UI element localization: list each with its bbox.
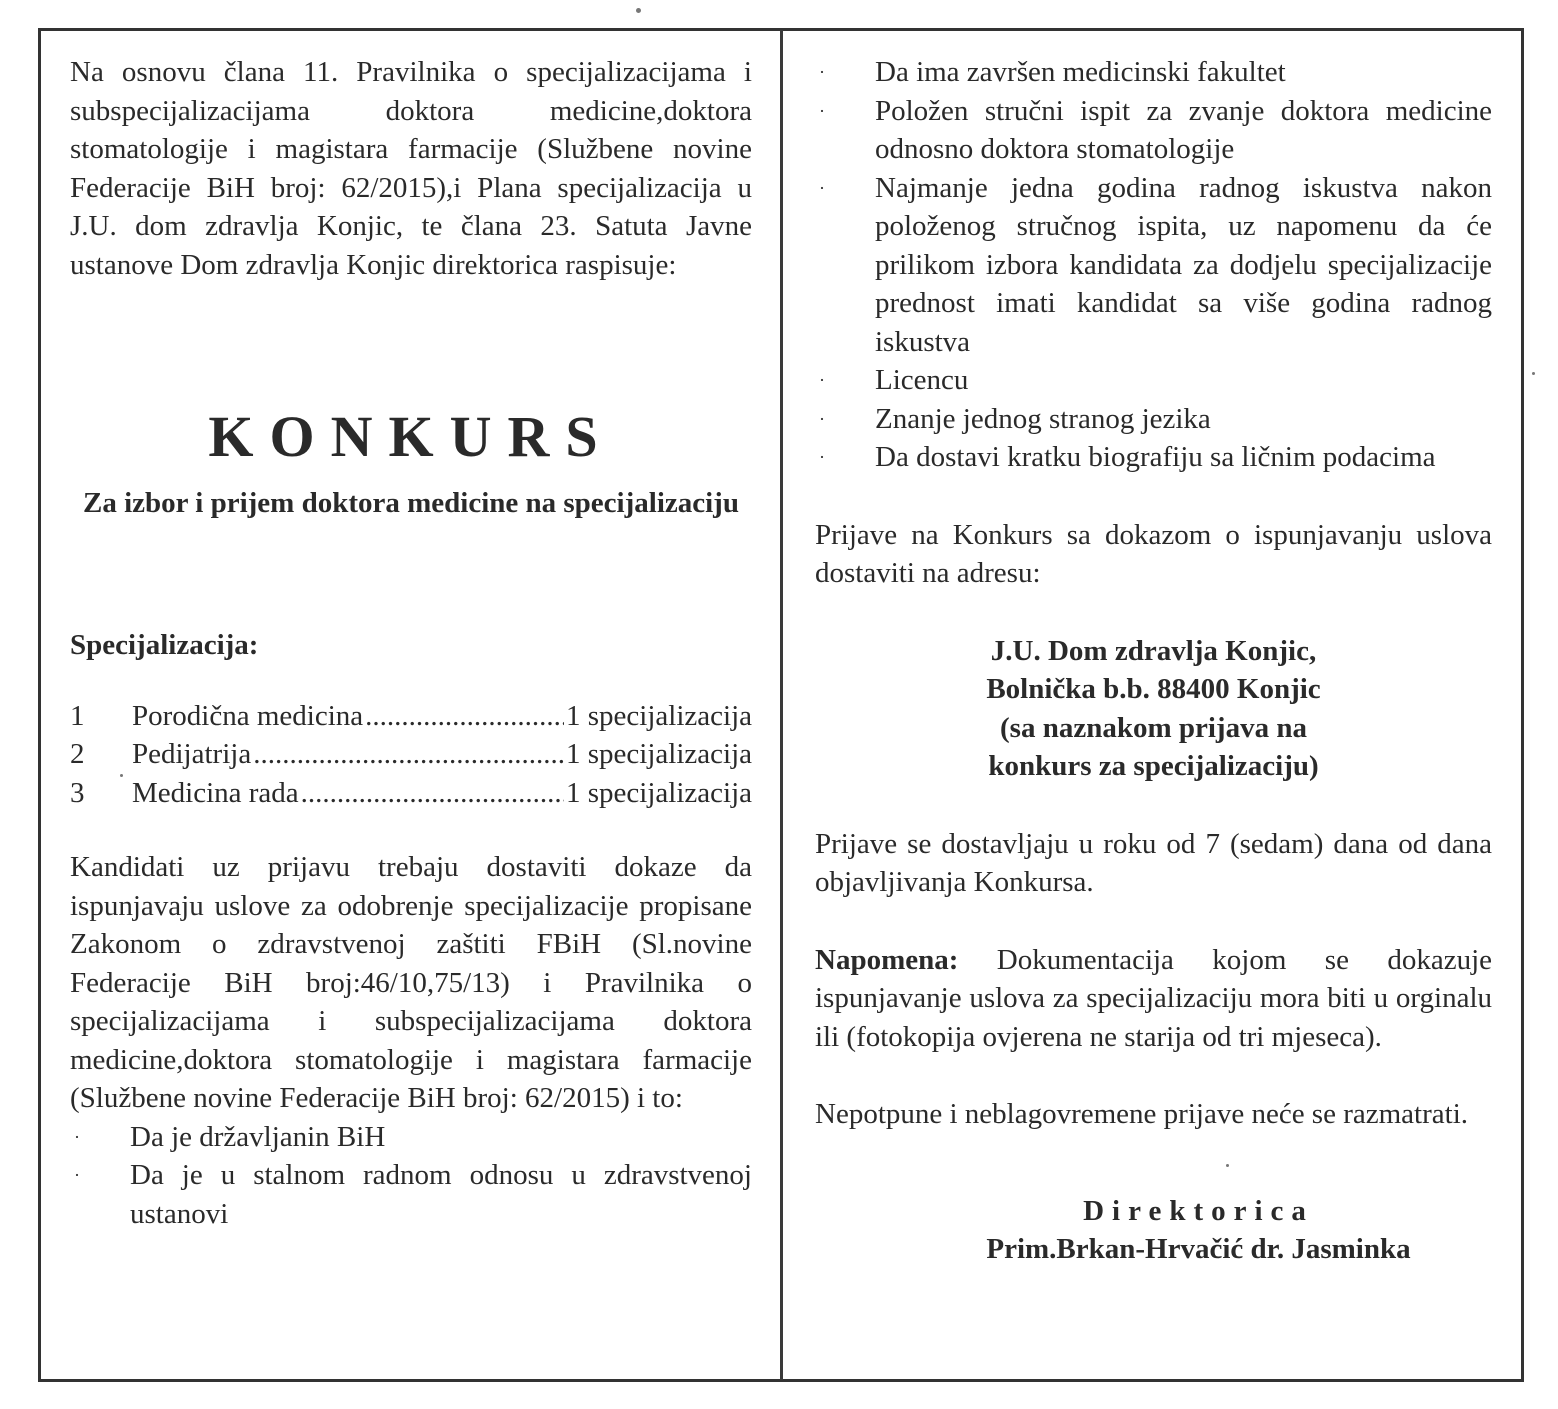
list-item-text: Položen stručni ispit za zvanje doktora medicine odnosno doktora stomatologije <box>875 94 1492 165</box>
specialization-name: Porodična medicina <box>132 699 364 732</box>
specialization-count: 1 specijalizacija <box>566 776 752 809</box>
address-line: J.U. Dom zdravlja Konjic, <box>990 634 1317 667</box>
list-item-text: Najmanje jedna godina radnog iskustva nakon položenog stručnog ispita, uz napomenu da će prilikom izbora kandidata za dodjelu specijalizacije prednost imati kandidat sa više godina radnog iskustva <box>875 171 1492 358</box>
right-column <box>815 53 1492 1269</box>
specialization-list <box>70 697 752 813</box>
specialization-count: 1 specijalizacija <box>566 738 752 770</box>
specialization-heading: Specijalizacija: <box>70 629 259 661</box>
scan-speck <box>1226 1164 1229 1167</box>
list-item <box>70 1118 752 1157</box>
list-item <box>815 400 1492 439</box>
document-subtitle: Za izbor i prijem doktora medicine na specijalizaciju <box>83 487 739 519</box>
bullet-icon: · <box>819 408 825 429</box>
list-item <box>815 438 1492 477</box>
bullet-icon: · <box>74 1126 80 1147</box>
scan-speck <box>120 774 123 777</box>
list-item <box>815 361 1492 400</box>
leader-dots <box>301 774 564 813</box>
specialization-row <box>70 774 752 813</box>
specialization-row <box>70 697 752 736</box>
list-item <box>815 92 1492 169</box>
scan-speck <box>636 8 641 13</box>
requirements-list-left <box>70 1118 752 1234</box>
bullet-icon: · <box>819 100 825 121</box>
note-text: Dokumentacija kojom se dokazuje ispunjavanje uslova za specijalizaciju mora biti u orginalu ili (fotokopija ovjerena ne starija od tri mjeseca). <box>815 943 1492 1053</box>
signature-title: Direktorica <box>1083 1194 1314 1227</box>
address-line: konkurs za specijalizaciju) <box>988 750 1319 782</box>
list-item-text: Da je u stalnom radnom odnosu u zdravstvenoj ustanovi <box>130 1159 752 1230</box>
bullet-icon: · <box>819 447 825 467</box>
row-number: 3 <box>70 776 85 809</box>
leader-dots <box>253 735 564 774</box>
note-paragraph <box>815 941 1492 1057</box>
list-item-text: Da ima završen medicinski fakultet <box>875 56 1286 88</box>
specialization-name: Medicina rada <box>132 776 299 809</box>
document-title: KONKURS <box>208 404 614 469</box>
row-number: 2 <box>70 738 85 770</box>
row-number: 1 <box>70 699 85 732</box>
list-item-text: Da je državljanin BiH <box>130 1120 386 1153</box>
intro-paragraph: Na osnovu člana 11. Pravilnika o specijalizacijama i subspecijalizacijama doktora medicine,doktora stomatologije i magistara farmacije (Službene novine Federacije BiH broj: 62/2015),i Plana specijalizacija u J.U. dom zdravlja Konjic, te člana 23. Satuta Javne ustanove Dom zdravlja Konjic direktorica raspisuje: <box>70 56 752 281</box>
address-block <box>815 632 1492 786</box>
specialization-row <box>70 735 752 774</box>
list-item-text: Licencu <box>875 364 969 396</box>
column-divider <box>780 30 783 1380</box>
address-line: (sa naznakom prijava na <box>1000 711 1307 744</box>
address-line: Bolnička b.b. 88400 Konjic <box>986 673 1321 705</box>
note-label: Napomena: <box>815 943 959 976</box>
bullet-icon: · <box>819 370 825 390</box>
specialization-name: Pedijatrija <box>132 738 252 770</box>
signature-name: Prim.Brkan-Hrvačić dr. Jasminka <box>986 1233 1411 1265</box>
requirements-list-right <box>815 53 1492 477</box>
bullet-icon: · <box>819 177 825 198</box>
list-item-text: Da dostavi kratku biografiju sa ličnim podacima <box>875 441 1436 473</box>
list-item <box>70 1156 752 1233</box>
incomplete-paragraph: Nepotpune i neblagovremene prijave neće se razmatrati. <box>815 1098 1468 1130</box>
signature-block <box>815 1192 1492 1269</box>
leader-dots <box>365 697 564 736</box>
bullet-icon: · <box>74 1165 80 1185</box>
list-item-text: Znanje jednog stranog jezika <box>875 402 1211 435</box>
scan-speck <box>1532 372 1535 375</box>
list-item <box>815 169 1492 362</box>
submission-paragraph: Prijave na Konkurs sa dokazom o ispunjavanju uslova dostaviti na adresu: <box>815 518 1492 589</box>
deadline-paragraph: Prijave se dostavljaju u roku od 7 (sedam) dana od dana objavljivanja Konkursa. <box>815 827 1492 898</box>
list-item <box>815 53 1492 92</box>
left-column <box>70 53 752 1233</box>
specialization-count: 1 specijalizacija <box>566 699 752 732</box>
bullet-icon: · <box>819 62 825 82</box>
requirements-paragraph: Kandidati uz prijavu trebaju dostaviti dokaze da ispunjavaju uslove za odobrenje specijalizacije propisane Zakonom o zdravstvenoj zaštiti FBiH (Sl.novine Federacije BiH broj:46/10,75/13) i Pravilnika o specijalizacijama i subspecijalizacijama doktora medicine,doktora stomatologije i magistara farmacije (Službene novine Federacije BiH broj: 62/2015) i to: <box>70 851 752 1114</box>
